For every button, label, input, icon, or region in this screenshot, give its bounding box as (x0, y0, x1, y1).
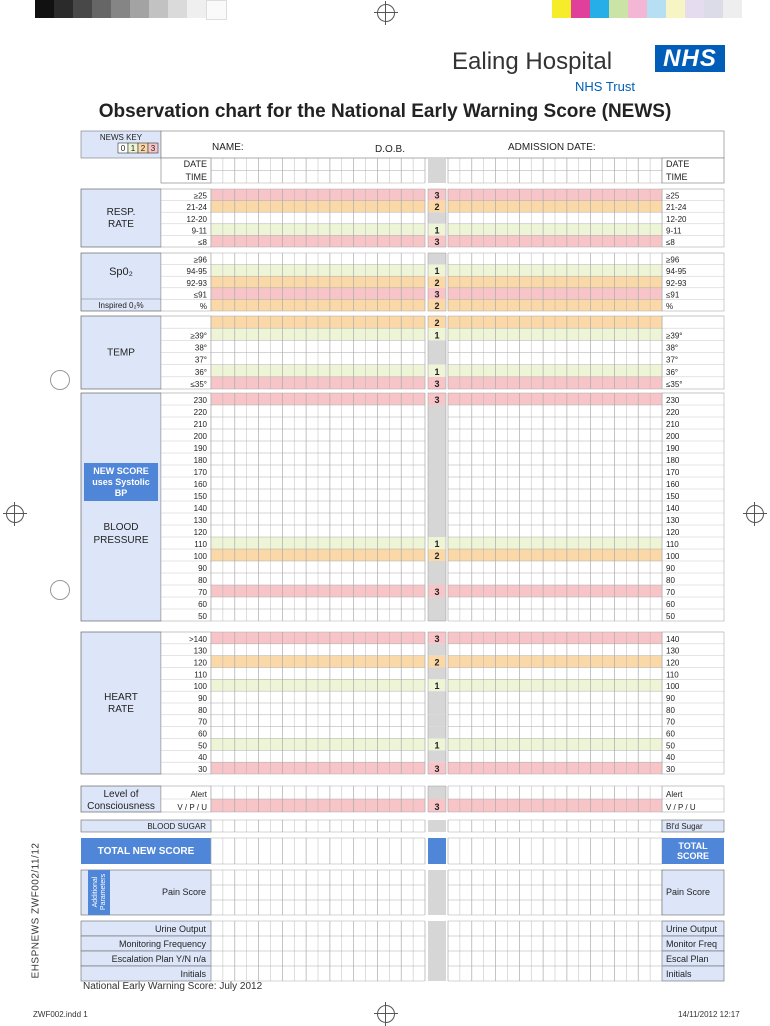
section-panel-hr (81, 632, 161, 774)
extra-row-label: Monitoring Frequency (118, 939, 206, 949)
row-label-right: % (666, 302, 674, 311)
row-label-right: 140 (666, 634, 680, 644)
score-value: 1 (434, 330, 440, 341)
row-label-right: 190 (666, 444, 680, 453)
score-value: 2 (434, 551, 440, 561)
row-label-right: 110 (666, 670, 679, 680)
extra-row-label: Escalation Plan Y/N n/a (111, 954, 206, 964)
row-label-right: ≤35° (666, 380, 683, 389)
time-label-right: TIME (666, 172, 688, 182)
admission-field: ADMISSION DATE: (508, 142, 596, 153)
total-score-label-right: TOTAL (678, 841, 708, 851)
row-label-right: 94-95 (666, 267, 687, 277)
score-cell (428, 353, 446, 365)
row-label: 180 (193, 456, 207, 465)
row-label: 36° (194, 367, 207, 377)
time-label: TIME (185, 172, 207, 182)
score-cell (428, 501, 446, 513)
score-value: 3 (434, 802, 440, 812)
date-label: DATE (183, 159, 207, 169)
row-label: 70 (198, 588, 207, 597)
row-label-right: 37° (666, 355, 679, 365)
extra-row-label: Initials (180, 969, 206, 979)
row-label-right: 70 (666, 717, 675, 727)
section-title: Level of (103, 789, 139, 800)
row-label: 12-20 (186, 214, 207, 224)
row-label: 130 (193, 516, 207, 525)
row-label-right: 120 (666, 658, 680, 668)
score-value: 1 (434, 681, 440, 692)
row-label: 150 (193, 492, 207, 501)
score-cell (428, 453, 446, 465)
score-cell (428, 340, 446, 352)
total-score-label-right: SCORE (676, 851, 710, 861)
score-value: 2 (434, 318, 440, 329)
score-value: 1 (434, 266, 440, 277)
score-value: 1 (434, 740, 440, 751)
row-label-right: 120 (666, 528, 680, 537)
row-label-right: 70 (666, 588, 675, 597)
blood-sugar-label: BLOOD SUGAR (147, 822, 206, 831)
row-label-right: 21-24 (666, 203, 687, 213)
row-label: 190 (193, 444, 207, 453)
row-label-right: ≥96 (666, 255, 680, 265)
score-cell (428, 573, 446, 585)
row-label: 170 (193, 468, 207, 477)
dob-field: D.O.B. (375, 144, 406, 155)
score-cell (428, 609, 446, 621)
row-label-right: 130 (666, 516, 680, 525)
page-title: Observation chart for the National Early Warning Score (NEWS) (98, 101, 672, 122)
score-cell (428, 668, 446, 680)
row-label: ≥25 (193, 191, 207, 201)
score-value: 1 (434, 366, 440, 377)
section-title: TEMP (107, 347, 135, 359)
row-label: 230 (193, 396, 207, 405)
row-label: 220 (193, 408, 207, 417)
score-value: 3 (434, 764, 440, 774)
row-label-right: ≤91 (666, 290, 680, 300)
row-label-right: 40 (666, 753, 675, 763)
score-cell (428, 870, 446, 915)
score-cell (428, 691, 446, 703)
row-label: 92-93 (186, 278, 207, 288)
row-label: 120 (193, 658, 207, 668)
row-label: 100 (193, 552, 207, 561)
score-cell (428, 838, 446, 864)
date-label-right: DATE (666, 159, 690, 169)
row-label-right: 180 (666, 456, 680, 465)
row-label: 37° (194, 355, 207, 365)
row-label: 210 (193, 420, 207, 429)
row-label-right: 60 (666, 729, 675, 739)
row-label-right: ≥25 (666, 191, 680, 201)
row-label-right: 160 (666, 480, 680, 489)
row-label: ≤35° (190, 380, 207, 389)
row-label: Alert (190, 790, 207, 799)
score-value: 1 (434, 225, 440, 236)
row-label-right: 220 (666, 408, 680, 417)
score-cell (428, 429, 446, 441)
score-value: 3 (434, 587, 440, 597)
row-label-right: 80 (666, 705, 675, 715)
row-label-right: 60 (666, 600, 675, 609)
row-label-right: 92-93 (666, 278, 687, 288)
row-label: % (199, 302, 207, 311)
row-label-right: 140 (666, 504, 680, 513)
score-cell (428, 597, 446, 609)
row-label: 60 (198, 600, 207, 609)
news-key-value: 2 (140, 144, 146, 153)
score-cell (428, 561, 446, 573)
score-cell (428, 465, 446, 477)
row-label: ≤91 (193, 290, 207, 300)
row-label-right: 210 (666, 420, 680, 429)
section-title: RATE (108, 704, 134, 715)
row-label: 100 (193, 682, 207, 692)
section-subtitle: Inspired 0₂% (98, 301, 144, 310)
print-time: 14/11/2012 12:17 (678, 1010, 740, 1019)
score-cell (428, 513, 446, 525)
row-label: 120 (193, 528, 207, 537)
section-title: RESP. (106, 207, 136, 218)
score-value: 2 (434, 301, 440, 311)
additional-params-label: Parameters (100, 873, 107, 911)
row-label-right: ≤8 (666, 238, 675, 247)
score-cell (428, 405, 446, 417)
additional-params-label: Additional (92, 876, 99, 908)
score-cell (428, 921, 446, 981)
row-label: ≥39° (190, 331, 207, 341)
section-title: HEART (104, 692, 138, 703)
row-label-right: ≥39° (666, 331, 683, 341)
row-label: 30 (198, 765, 207, 774)
pain-score-label: Pain Score (161, 887, 206, 897)
score-value: 1 (434, 539, 440, 549)
footer-note: National Early Warning Score: July 2012 (83, 981, 263, 992)
new-score-badge-text: BP (114, 488, 128, 498)
trust-name: NHS Trust (575, 79, 635, 94)
score-value: 3 (434, 237, 440, 247)
score-cell (428, 212, 446, 224)
row-label: V / P / U (177, 803, 207, 812)
extra-row-label-right: Initials (666, 969, 692, 979)
news-key-value: 1 (130, 144, 136, 153)
row-label: 110 (194, 670, 207, 680)
score-value: 3 (434, 633, 440, 644)
row-label-right: 50 (666, 741, 675, 751)
new-score-badge-text: uses Systolic (92, 477, 150, 487)
extra-row-label: Urine Output (154, 924, 206, 934)
row-label-right: 150 (666, 492, 680, 501)
score-column (428, 158, 446, 183)
section-panel-resp (81, 189, 161, 247)
row-label-right: 30 (666, 765, 675, 774)
news-key-value: 0 (120, 144, 126, 153)
row-label: 40 (198, 753, 207, 763)
row-label-right: 50 (666, 612, 675, 621)
section-title: RATE (108, 219, 134, 230)
row-label-right: 36° (666, 367, 679, 377)
row-label: 110 (194, 540, 207, 549)
row-label-right: 110 (666, 540, 679, 549)
score-cell (428, 477, 446, 489)
row-label: 50 (198, 612, 207, 621)
name-field: NAME: (212, 142, 244, 153)
pain-score-label-right: Pain Score (666, 887, 711, 897)
section-title: Sp0₂ (109, 266, 133, 278)
score-cell (428, 253, 446, 265)
score-cell (428, 786, 446, 799)
row-label: 9-11 (191, 226, 207, 236)
score-cell (428, 750, 446, 762)
section-title: BLOOD (103, 522, 139, 533)
row-label-right: 90 (666, 564, 675, 573)
row-label: 160 (193, 480, 207, 489)
score-value: 2 (434, 657, 440, 668)
row-label-right: 12-20 (666, 214, 687, 224)
total-score-label: TOTAL NEW SCORE (97, 846, 195, 857)
score-cell (428, 644, 446, 656)
score-value: 2 (434, 202, 440, 213)
score-cell (428, 727, 446, 739)
new-score-badge-text: NEW SCORE (93, 466, 149, 476)
score-cell (428, 703, 446, 715)
row-label: 94-95 (186, 267, 207, 277)
row-label-right: 38° (666, 343, 679, 353)
extra-row-label-right: Urine Output (666, 924, 718, 934)
row-label: 60 (198, 729, 207, 739)
row-label: 80 (198, 576, 207, 585)
section-title: Consciousness (87, 801, 155, 812)
row-label-right: 100 (666, 552, 680, 561)
row-label-right: 130 (666, 646, 680, 656)
patient-box (161, 131, 724, 158)
form-code: EHSPNEWS ZWF002/11/12 (30, 842, 42, 979)
section-panel-bp (81, 393, 161, 621)
score-value: 2 (434, 277, 440, 288)
row-label: >140 (188, 634, 207, 644)
row-label: 140 (193, 504, 207, 513)
row-label-right: 170 (666, 468, 680, 477)
row-label-right: 100 (666, 682, 680, 692)
row-label: 200 (193, 432, 207, 441)
news-key-label: NEWS KEY (99, 133, 143, 142)
row-label: 70 (198, 717, 207, 727)
hospital-name: Ealing Hospital (452, 48, 613, 75)
row-label: 130 (193, 646, 207, 656)
row-label-right: Alert (666, 790, 683, 799)
row-label: 90 (198, 694, 207, 703)
score-cell (428, 489, 446, 501)
score-value: 3 (434, 289, 440, 300)
extra-row-label-right: Monitor Freq (666, 939, 718, 949)
row-label-right: 80 (666, 576, 675, 585)
score-cell (428, 820, 446, 832)
print-file: ZWF002.indd 1 (33, 1010, 88, 1019)
row-label-right: 9-11 (666, 226, 682, 236)
row-label: 80 (198, 705, 207, 715)
section-title: PRESSURE (93, 535, 149, 546)
score-cell (428, 715, 446, 727)
row-label-right: 200 (666, 432, 680, 441)
row-label-right: V / P / U (666, 803, 696, 812)
row-label: 50 (198, 741, 207, 751)
nhs-logo: NHS (655, 45, 725, 72)
blood-sugar-label-right: Bl'd Sugar (666, 822, 703, 831)
news-key-value: 3 (150, 144, 156, 153)
score-cell (428, 525, 446, 537)
score-value: 3 (434, 190, 440, 201)
row-label-right: 230 (666, 396, 680, 405)
row-label: ≤8 (198, 238, 207, 247)
score-cell (428, 417, 446, 429)
score-cell (428, 441, 446, 453)
row-label: 38° (194, 343, 207, 353)
row-label: 21-24 (186, 203, 207, 213)
row-label: ≥96 (193, 255, 207, 265)
row-label: 90 (198, 564, 207, 573)
extra-row-label-right: Escal Plan (666, 954, 709, 964)
score-value: 3 (434, 395, 440, 405)
row-label-right: 90 (666, 694, 675, 703)
score-value: 3 (434, 379, 440, 389)
